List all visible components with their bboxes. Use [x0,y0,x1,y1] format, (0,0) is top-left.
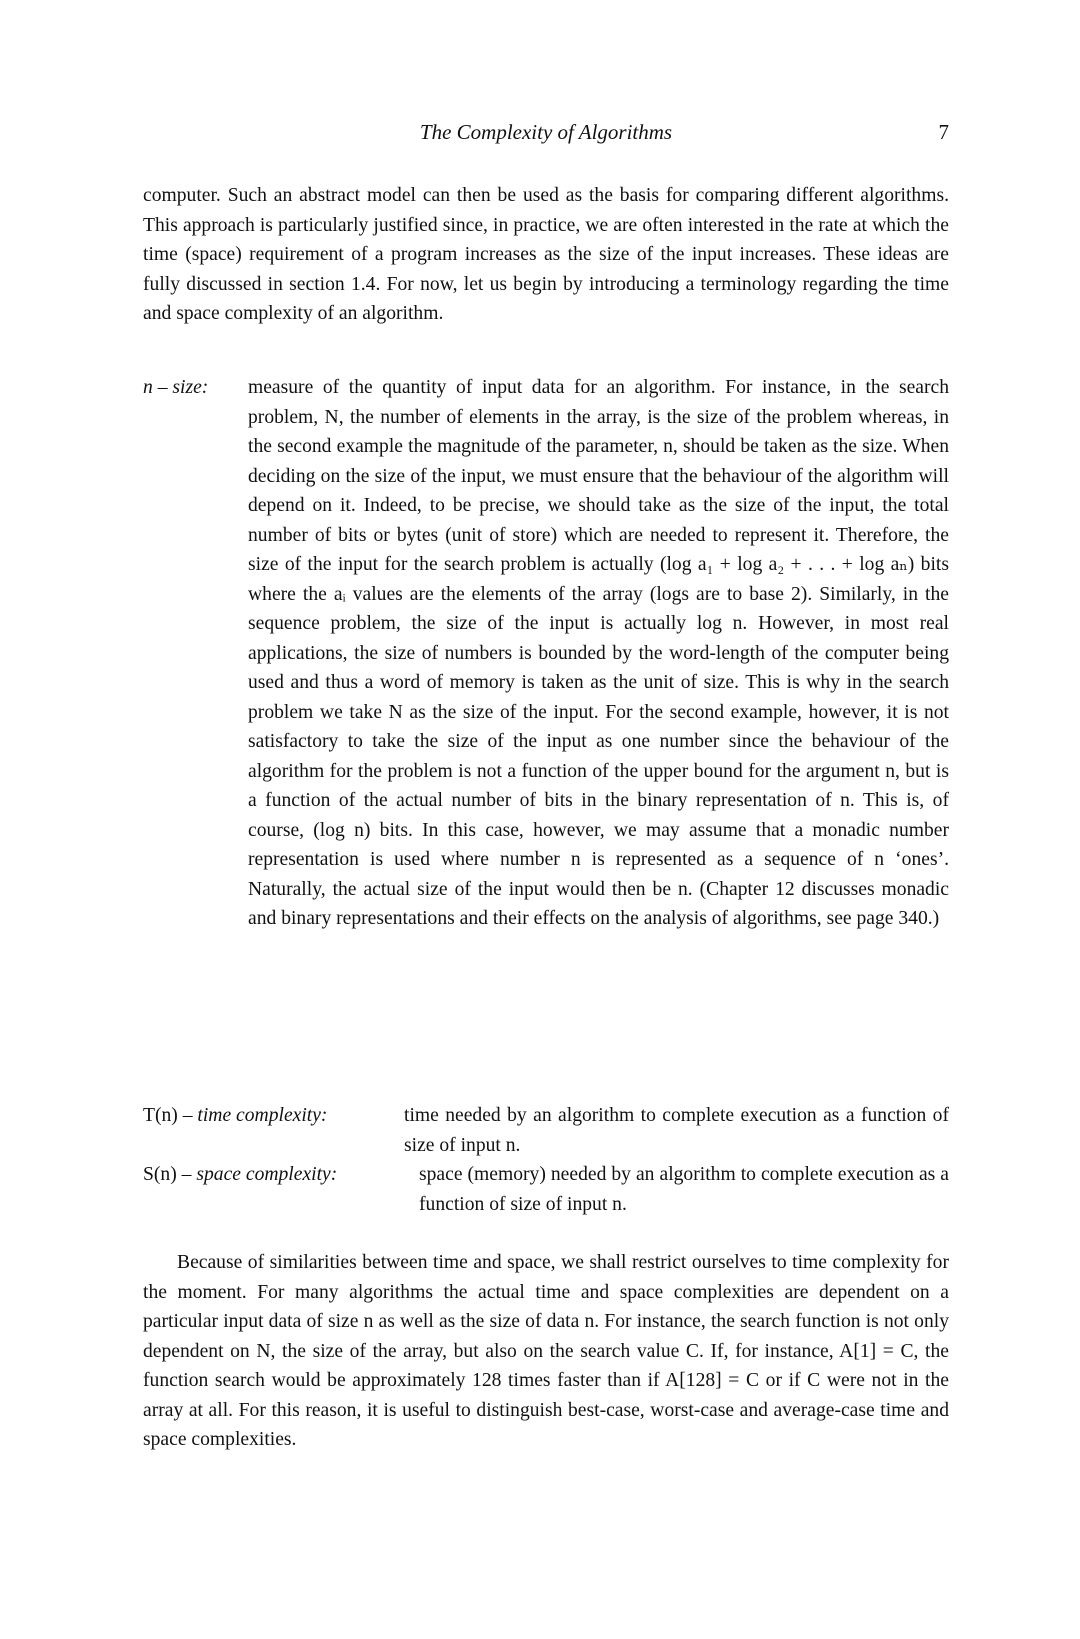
space-complexity-symbol: S(n) – [143,1164,192,1185]
space-complexity-definition [143,1160,949,1219]
n-size-description: measure of the quantity of input data for an algorithm. For instance, in the search problem, N, the number of elements in the array, is the size of the problem whereas, in the second example the magnitude of the parameter, n, should be taken as the size. When deciding on the size of the input, we must ensure that the behaviour of the algorithm will depend on it. Indeed, to be precise, we should take as the size of the input, the total number of bits or bytes (unit of store) which are needed to represent it. Therefore, the size of the input for the search problem is actually (log a₁ + log a₂ + . . . + log aₙ) bits where the aᵢ values are the elements of the array (logs are to base 2). Similarly, in the sequence problem, the size of the input is actually log n. However, in most real applications, the size of numbers is bounded by the word-length of the computer being used and thus a word of memory is taken as the unit of size. This is why in the search problem we take N as the size of the input. For the second example, however, it is not satisfactory to take the size of the input as one number since the behaviour of the algorithm for the problem is not a function of the upper bound for the argument n, but is a function of the actual number of bits in the binary representation of n. This is, of course, (log n) bits. In this case, however, we may assume that a monadic number representation is used where number n is represented as a sequence of n ‘ones’. Naturally, the actual size of the input would then be n. (Chapter 12 discusses monadic and binary representations and their effects on the analysis of algorithms, see page 340.) [248,377,949,929]
time-complexity-term [143,1101,327,1131]
page-number: 7 [938,120,949,144]
time-complexity-description: time needed by an algorithm to complete execution as a function of size of input n. [404,1105,949,1156]
n-size-term: n – size: [143,377,209,398]
space-complexity-term [143,1160,337,1190]
time-complexity-name: time complexity: [197,1105,328,1126]
time-complexity-definition [143,1101,949,1160]
intro-paragraph: computer. Such an abstract model can then be used as the basis for comparing different algorithms. This approach is particularly justified since, in practice, we are often interested in the rate at which the time (space) requirement of a program increases as the size of the input increases. These ideas are fully discussed in section 1.4. For now, let us begin by introducing a terminology regarding the time and space complexity of an algorithm. [143,185,949,324]
running-header [143,120,949,154]
time-complexity-symbol: T(n) – [143,1105,193,1126]
closing-paragraph: Because of similarities between time and space, we shall restrict ourselves to time complexity for the moment. For many algorithms the actual time and space complexities are dependent on a particular input data of size n as well as the size of data n. For instance, the search function is not only dependent on N, the size of the array, but also on the search value C. If, for instance, A[1] = C, the function search would be approximately 128 times faster than if A[128] = C or if C were not in the array at all. For this reason, it is useful to distinguish best-case, worst-case and average-case time and space complexities. [143,1252,949,1450]
header-title: The Complexity of Algorithms [419,120,673,144]
space-complexity-description: space (memory) needed by an algorithm to complete execution as a function of size of input n. [419,1164,949,1215]
space-complexity-name: space complexity: [196,1164,338,1185]
n-size-definition [143,373,949,934]
